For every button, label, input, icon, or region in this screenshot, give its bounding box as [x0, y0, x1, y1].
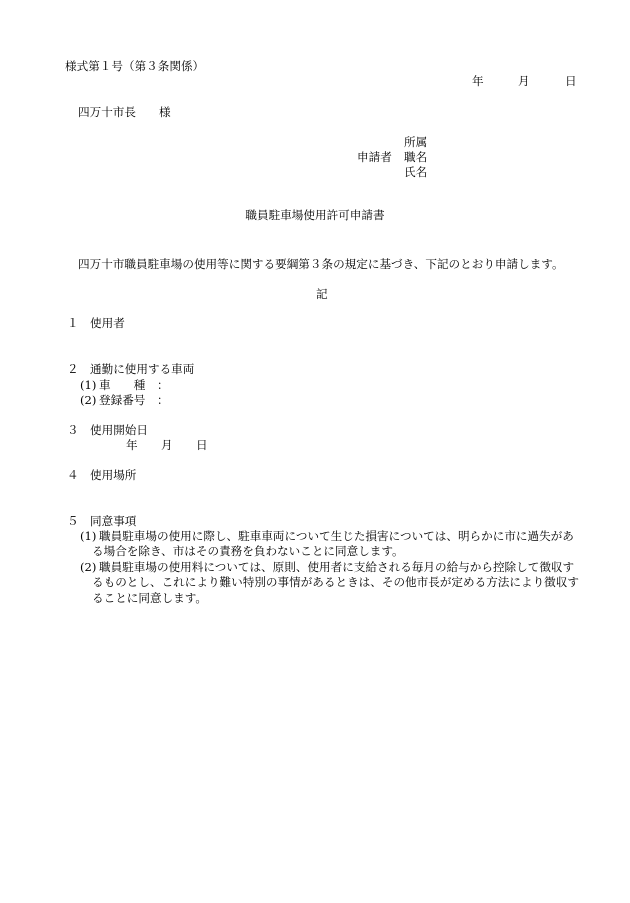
vehicle-item-1-label: 車 種 [99, 378, 146, 392]
header-date-day: 日 [565, 74, 577, 88]
applicant-position-label: 職名 [404, 150, 428, 164]
start-date-year: 年 [126, 438, 138, 452]
applicant-name-label: 氏名 [404, 165, 428, 179]
vehicle-item-2-number: (2) [80, 393, 97, 407]
vehicle-item-1-number: (1) [80, 378, 97, 392]
section-4-label: 使用場所 [90, 468, 137, 482]
document-title: 職員駐車場使用許可申請書 [245, 208, 385, 222]
section-3-number: ３ [67, 423, 79, 437]
start-date-day: 日 [196, 438, 208, 452]
section-5-label: 同意事項 [90, 514, 137, 528]
consent-item-1-line: 職員駐車場の使用に際し、駐車車両について生じた損害については、明らかに市に過失があ [99, 529, 574, 543]
consent-item-2-line: ることに同意します。 [92, 591, 208, 605]
section-5-number: ５ [67, 514, 79, 528]
applicant-affiliation-label: 所属 [404, 135, 428, 149]
applicant-role-label: 申請者 [357, 150, 392, 164]
consent-item-2-line: 職員駐車場の使用料については、原則、使用者に支給される毎月の給与から控除して徴収す [99, 560, 575, 574]
vehicle-item-2-label: 登録番号 [99, 393, 146, 407]
section-2-label: 通勤に使用する車両 [90, 362, 195, 376]
section-1-label: 使用者 [90, 316, 125, 330]
addressee-honorific: 様 [159, 105, 171, 119]
consent-item-1-line: る場合を除き、市はその責務を負わないことに同意します。 [92, 544, 404, 558]
section-1-number: １ [67, 316, 79, 330]
ki-heading: 記 [316, 287, 328, 301]
consent-item-2-number: (2) [80, 560, 97, 574]
start-date-month: 月 [161, 438, 173, 452]
section-2-number: ２ [67, 362, 79, 376]
header-date-year: 年 [472, 74, 484, 88]
header-date-month: 月 [518, 74, 530, 88]
section-3-label: 使用開始日 [90, 423, 148, 437]
vehicle-item-1-colon: ： [157, 378, 169, 392]
intro-text: 四万十市職員駐車場の使用等に関する要綱第３条の規定に基づき、下記のとおり申請します。 [78, 257, 564, 271]
consent-item-1-number: (1) [80, 529, 97, 543]
consent-item-2-line: るものとし、これにより難い特別の事情があるときは、その他市長が定める方法により徴収す [92, 575, 579, 589]
section-4-number: ４ [67, 468, 79, 482]
addressee-name: 四万十市長 [78, 105, 136, 119]
form-number-label: 様式第１号（第３条関係） [65, 59, 205, 73]
vehicle-item-2-colon: ： [157, 393, 169, 407]
